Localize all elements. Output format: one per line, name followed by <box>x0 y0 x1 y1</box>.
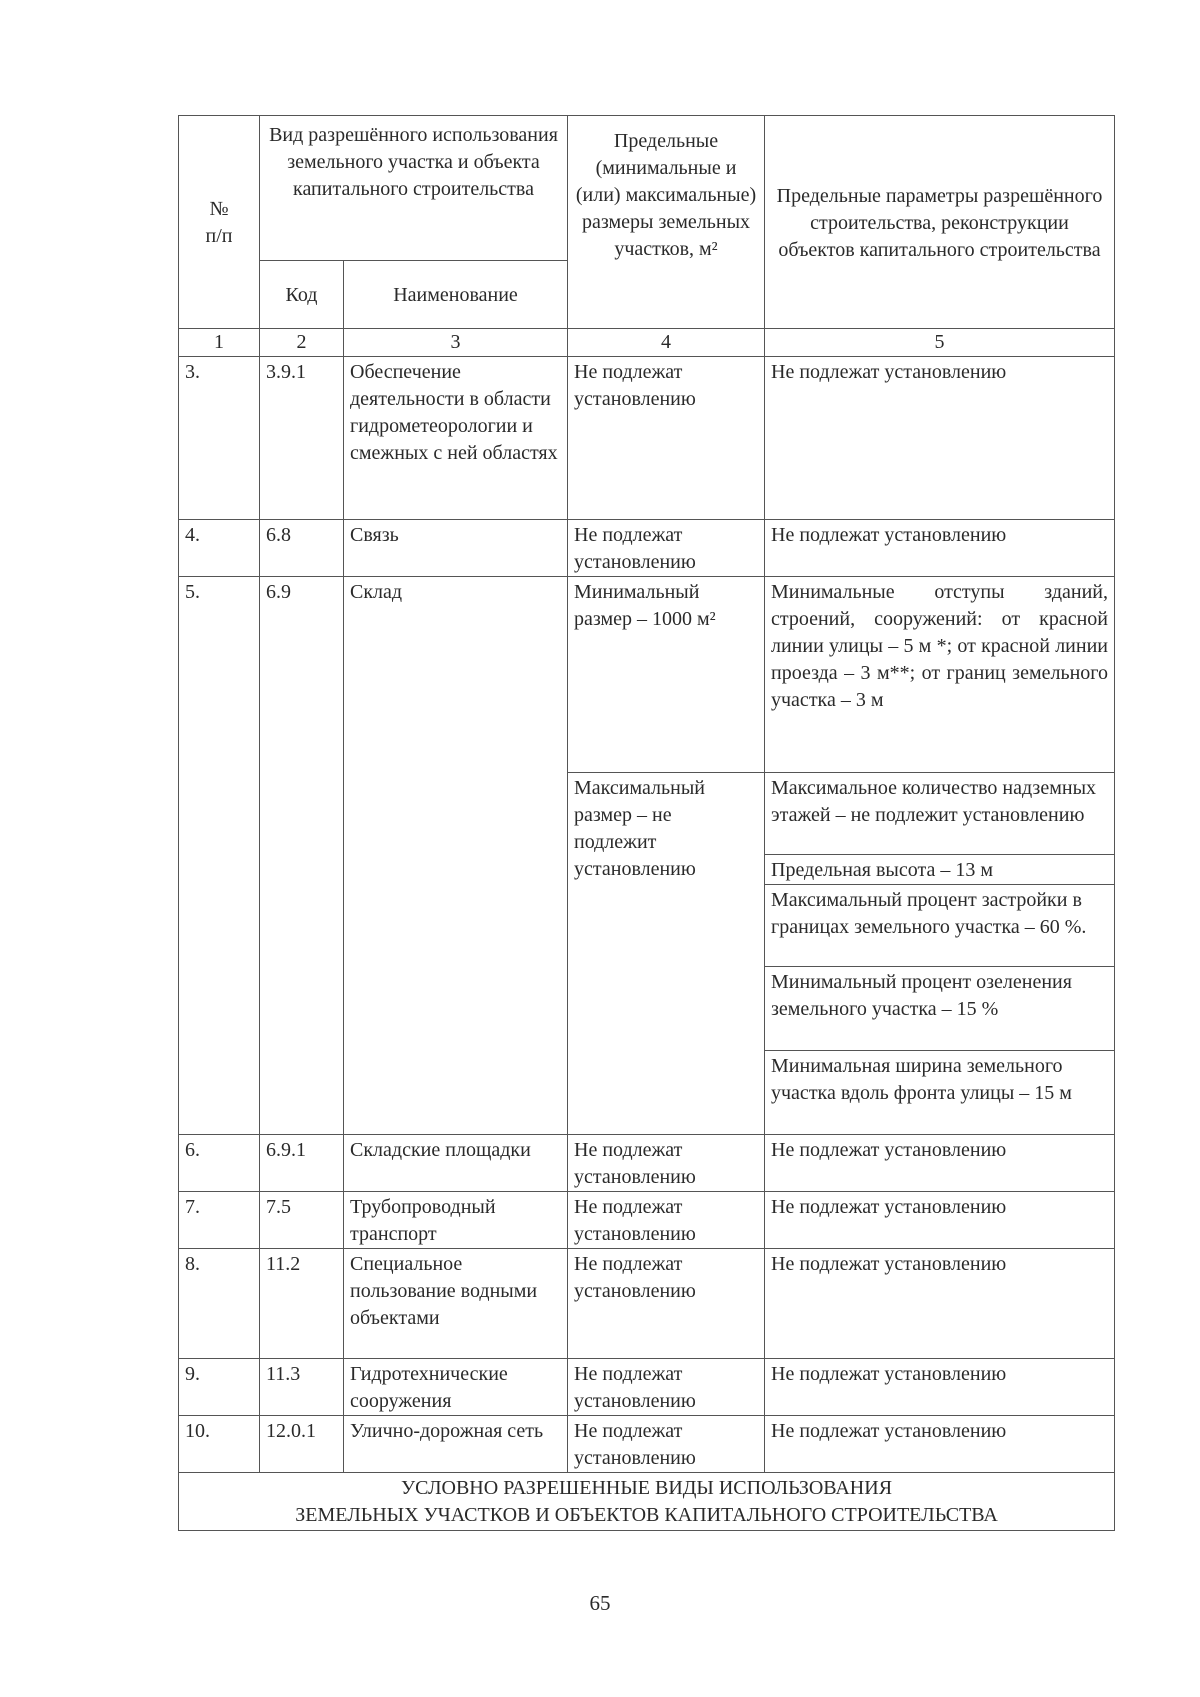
row-name: Улично-дорожная сеть <box>344 1416 568 1473</box>
row-params: Не подлежат установлению <box>765 1359 1115 1416</box>
table-row <box>179 1192 1115 1249</box>
row-code: 11.3 <box>260 1359 344 1416</box>
row-size: Не подлежат установлению <box>568 1135 765 1192</box>
row-params-setbacks: Минимальные отступы зданий, строений, сооружений: от красной линии улицы – 5 м *; от красной линии проезда – 3 м**; от границ земельного участка – 3 м <box>765 577 1115 773</box>
row-size: Не подлежат установлению <box>568 1359 765 1416</box>
row-name: Складские площадки <box>344 1135 568 1192</box>
col-num-2: 2 <box>260 329 344 357</box>
row-num: 5. <box>179 577 260 1135</box>
row-params-build: Максимальный процент застройки в границах земельного участка – 60 %. <box>765 885 1115 967</box>
row-params: Не подлежат установлению <box>765 1249 1115 1359</box>
row-name: Связь <box>344 520 568 577</box>
row-size: Не подлежат установлению <box>568 1249 765 1359</box>
row-code: 12.0.1 <box>260 1416 344 1473</box>
header-code: Код <box>260 261 344 329</box>
table-row <box>179 1359 1115 1416</box>
header-name: Наименование <box>344 261 568 329</box>
row-name: Склад <box>344 577 568 1135</box>
row-params: Не подлежат установлению <box>765 1416 1115 1473</box>
header-num: № п/п <box>179 116 260 329</box>
row-params-front: Минимальная ширина земельного участка вдоль фронта улицы – 15 м <box>765 1051 1115 1135</box>
header-vri-group: Вид разрешённого использования земельного участка и объекта капитального строительства <box>260 116 568 261</box>
table-row <box>179 357 1115 520</box>
row-params-green: Минимальный процент озеленения земельного участка – 15 % <box>765 967 1115 1051</box>
row-params: Не подлежат установлению <box>765 520 1115 577</box>
section-caption-row <box>179 1473 1115 1531</box>
header-params: Предельные параметры разрешённого строительства, реконструкции объектов капитального строительства <box>765 116 1115 329</box>
table-row <box>179 1416 1115 1473</box>
page-number: 65 <box>589 1591 611 1615</box>
column-numbers-row <box>179 329 1115 357</box>
col-num-4: 4 <box>568 329 765 357</box>
row-name: Специальное пользование водными объектами <box>344 1249 568 1359</box>
row-size: Не подлежат установлению <box>568 357 765 520</box>
header-sizes: Предельные (минимальные и (или) максимальные) размеры земельных участков, м² <box>568 116 765 329</box>
row-num: 3. <box>179 357 260 520</box>
row-name: Трубопроводный транспорт <box>344 1192 568 1249</box>
row-code: 3.9.1 <box>260 357 344 520</box>
row-num: 6. <box>179 1135 260 1192</box>
header-row <box>179 116 1115 261</box>
col-num-1: 1 <box>179 329 260 357</box>
col-num-3: 3 <box>344 329 568 357</box>
row-num: 7. <box>179 1192 260 1249</box>
row-params: Не подлежат установлению <box>765 1135 1115 1192</box>
row-params-height: Предельная высота – 13 м <box>765 855 1115 885</box>
row-num: 9. <box>179 1359 260 1416</box>
row-size: Не подлежат установлению <box>568 1416 765 1473</box>
row-params: Не подлежат установлению <box>765 1192 1115 1249</box>
row-name: Обеспечение деятельности в области гидрометеорологии и смежных с ней областях <box>344 357 568 520</box>
row-num: 4. <box>179 520 260 577</box>
row-name: Гидротехнические сооружения <box>344 1359 568 1416</box>
row-num: 8. <box>179 1249 260 1359</box>
row-params-floors: Максимальное количество надземных этажей – не подлежит установлению <box>765 773 1115 855</box>
row-code: 11.2 <box>260 1249 344 1359</box>
table-row <box>179 1135 1115 1192</box>
row-num: 10. <box>179 1416 260 1473</box>
row-code: 7.5 <box>260 1192 344 1249</box>
row-code: 6.9 <box>260 577 344 1135</box>
row-size: Не подлежат установлению <box>568 520 765 577</box>
row-size: Не подлежат установлению <box>568 1192 765 1249</box>
row-params: Не подлежат установлению <box>765 357 1115 520</box>
row-code: 6.8 <box>260 520 344 577</box>
section-caption: УСЛОВНО РАЗРЕШЕННЫЕ ВИДЫ ИСПОЛЬЗОВАНИЯ ЗЕМЕЛЬНЫХ УЧАСТКОВ И ОБЪЕКТОВ КАПИТАЛЬНОГО СТРОИТЕЛЬСТВА <box>179 1473 1115 1531</box>
row-size-max: Максимальный размер – не подлежит установлению <box>568 773 765 1135</box>
row-code: 6.9.1 <box>260 1135 344 1192</box>
table-row <box>179 577 1115 773</box>
regulations-table <box>178 115 1115 1531</box>
table-row <box>179 520 1115 577</box>
row-size-min: Минимальный размер – 1000 м² <box>568 577 765 773</box>
col-num-5: 5 <box>765 329 1115 357</box>
table-row <box>179 1249 1115 1359</box>
